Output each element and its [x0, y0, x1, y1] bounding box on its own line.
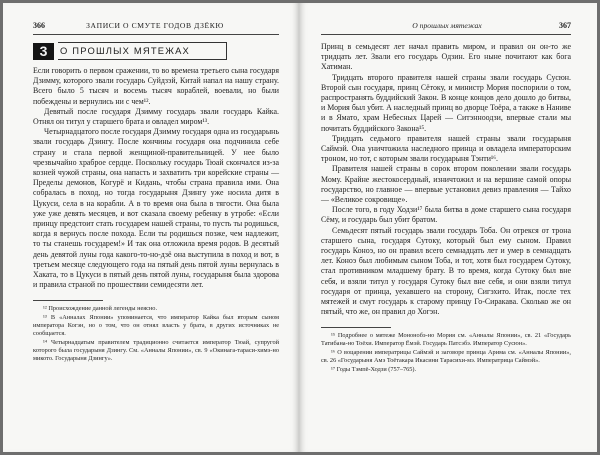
chapter-number: 3	[33, 43, 54, 60]
right-body-text	[321, 42, 571, 317]
footnote: ¹⁷ Годы Тэмпё-Ходзи (757–765).	[331, 366, 417, 374]
page-number: 366	[33, 20, 45, 30]
running-head-right	[321, 19, 571, 35]
footnote: ¹⁶ О воцарении императрицы Саймэй и заговоре принца Арима см. «Анналы Японии», св. 26 «Государыня Амэ Тоётакара Икасини Тарасихи-мэ. Императрица Саймэй».	[321, 349, 571, 365]
paragraph: Тридцать второго правителя нашей страны звали государь Сусюн. Второй сын государя, принц Сётоку, и министр Мория поспорили о том, распространять буддийский Закон. В конце концов дело дошло до битвы, и Мория был убит. А наследный принц во дворце Тоёра, а также в Наниве и в Ямато, храм Небесных Царей — Ситэнноодзи, впервые стали мы почитать буддийского Закона¹⁵.	[321, 72, 571, 133]
chapter-heading	[33, 42, 279, 60]
right-page	[299, 3, 597, 452]
footnote: ¹⁴ Четырнадцатым правителем традиционно считается император Тюай, супругой которого была государыня Дзингу. См. «Анналы Японии», св. 9 «Окинага-тараси-химэ-но микото. Государыня Дзингу».	[33, 339, 279, 363]
chapter-title: О ПРОШЛЫХ МЯТЕЖАХ	[58, 42, 227, 60]
paragraph: Если говорить о первом сражении, то во времена третьего сына государя Дзимму, которого звали государь Суйдзэй, Китай напал на нашу страну. Всего было 5 тысяч и восемь тысяч кораблей, воевали, но были побеждены и вернулись ни с чем¹².	[33, 66, 279, 106]
paragraph: Тридцать седьмого правителя нашей страны звали государыня Саймэй. Она уничтожила наследного принца и овладела императорским троном, но тот, с которым звали государыня Тэнти¹⁶.	[321, 133, 571, 164]
paragraph: Девятый после государя Дзимму государь звали государь Кайка. Отнял он титул у старшего брата и овладел миром¹³.	[33, 106, 279, 127]
left-body-text	[33, 66, 279, 290]
page-number: 367	[559, 20, 571, 30]
running-title: О прошлых мятежах	[412, 20, 482, 30]
paragraph: Семьдесят пятый государь звали государь Тоба. Он отрекся от трона старшего сына, государя Сутоку, который был ему сыном. Правил государь Коноэ, но он правил всего семнадцать лет и умер в семнадцать лет. Коноэ был любимым сыном Тоба, и тот, хотя был государем Сутоку, стал противником младшему брату. В то время, когда Сутоку был вне себя, и взяли титул у государя Сутоку был вне себя, и они взяли титул государя от принца, уехавшего на сторону, Сигэхито. Итак, после тех мятежей и смут государь к старому принцу Го-Сиракава. Сколько же он пятый, что же, он правил до Хогэн.	[321, 225, 571, 317]
left-footnotes	[33, 305, 279, 363]
paragraph: После того, в году Ходзи¹⁷ была битва в доме старшего сына государя Сёму, и государь был убит братом.	[321, 205, 571, 225]
paragraph: Четырнадцатого после государя Дзимму государя одна из государынь звали государь Дзингу. После кончины государя она подчинила себе страну и стала первой женщиной-правительницей. У нее было чрезвычайно храброе сердце. Поскольку государь Тюай скончался из-за козней чужой страны, она напасть и захватить три корейские страны — Пределы демонов, Когурё и Кидань, чтобы страна правила ими. Она собралась в поход, но тогда государыня Дзингу уже носила дитя в Цукуси, села в на корабли. А в то время она была в тягости. Она была уже уже девять месяцев, и вот сказала своему ребенку в утробе: «Если принцу предстоит стать государем нашей страны, то пусть ты родишься, когда я вернусь после похода. Если ты родишься позже, чем надлежит, то ты станешь государем!» И так она отложила время родов. В десятый день девятой луны года какого-то-но-дзё она выступила в поход и вот, в третьем месяце следующего года на пятый день пятой луны вернулась в Хаката, то в Цукуси в пятый день пятой луны, государыня была здорова и правила страной по прошествии семидесяти лет.	[33, 127, 279, 290]
footnote-rule	[321, 327, 391, 328]
paragraph: Правителя нашей страны в сорок втором поколении звали государь Мому. Крайне жестокосердный, изничтожил и на вершине самой опоры государство, но главное — впервые установил девиз правления — Тайхо — «Великое сокровище».	[321, 164, 571, 205]
book-spread	[3, 3, 597, 452]
footnote: ¹³ В «Анналах Японии» упоминается, что император Кайка был вторым сыном императора Когэн, но о том, что он отнял власть у брата, в других источниках не сообщается.	[33, 314, 279, 338]
running-head-left	[33, 19, 279, 35]
footnote-rule	[33, 300, 103, 301]
left-page	[3, 3, 299, 452]
paragraph: Принц в семьдесят лет начал править миром, и правил он он-то же тридцать лет. Звали его государь Одзин. Его ныне почитают как бога Хатиман.	[321, 42, 571, 72]
running-title: ЗАПИСИ О СМУТЕ ГОДОВ ДЗЁКЮ	[86, 20, 224, 30]
footnote: ¹⁵ Подробнее о мятеже Мононобэ-но Мория см. «Анналы Японии», св. 21 «Государь Татибана-но Тоёхи. Император Ёмэй. Государь Патсэбэ. Император Сусюн».	[321, 332, 571, 348]
footnote: ¹² Происхождение данной легенды неясно.	[43, 305, 158, 313]
right-footnotes	[321, 332, 571, 374]
